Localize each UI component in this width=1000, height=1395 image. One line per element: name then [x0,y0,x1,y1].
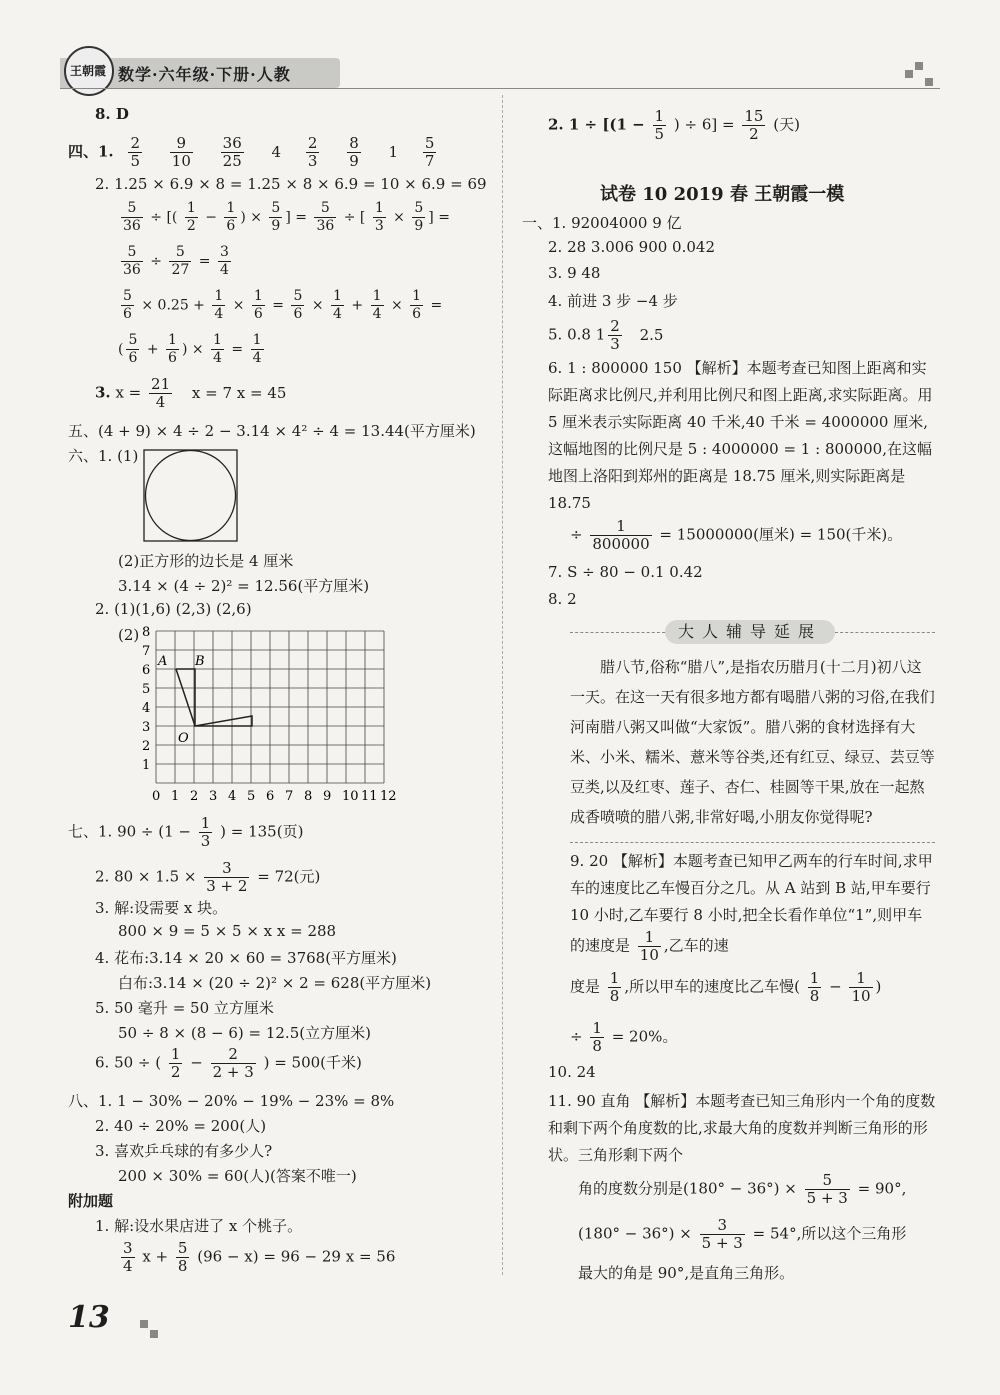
header-title: 数学·六年级·下册·人教 [118,65,291,84]
decor-square [150,1330,158,1338]
extra-1: 1. 解:设水果店进了 x 个桃子。 [95,1217,303,1235]
section-6-2: 2. (1)(1,6) (2,3) (2,6) [95,600,252,618]
q9-line2: 度是 $\frac{1}{8}$ ,所以甲车的速度比乙车慢( $\frac{1}{8}$ − $\frac{1}{10}$ ) [570,969,882,1005]
extra-title: 附加题 [68,1192,114,1210]
fraction: $\frac{2}{5}$ [130,134,140,170]
column-divider [502,95,503,1275]
x-tick-label: 5 [247,789,256,804]
section-8-1: 八、1. 1 − 30% − 20% − 19% − 23% = 8% [68,1092,395,1110]
section-7-4a: 4. 花布:3.14 × 20 × 60 = 3768(平方厘米) [95,949,397,967]
fraction: $\frac{36}{25}$ [222,134,242,170]
page-number: 13 [68,1300,110,1335]
decor-square [915,62,923,70]
x-tick-label: 8 [304,789,313,804]
q11: 11. 90 直角 【解析】本题考查已知三角形内一个角的度数和剩下两个角度数的比,求最大角的度数并判断三角形的形状。三角形剩下两个 [548,1092,936,1164]
calc-line-4: ( $\frac{5}{6}$ + $\frac{1}{6}$ ) × $\frac{1}{4}$ = $\frac{1}{4}$ [118,332,262,366]
y-tick-label: 2 [142,739,151,754]
section-4-row-1 [68,135,439,170]
extension-paragraph: 腊八节,俗称“腊八”,是指农历腊月(十二月)初八这一天。在这一天有很多地方都有喝腊八粥的习俗,在我们河南腊八粥又叫做“大家饭”。腊八粥的食材选择有大米、小米、糯米、薏米等谷类,还有红豆、绿豆、芸豆等豆类,以及红枣、莲子、杏仁、桂圆等干果,放在一起熬成香喷喷的腊八粥,非常好喝,小朋友你觉得呢? [570,658,935,826]
section-7-3b: 800 × 9 = 5 × 5 × x x = 288 [118,922,337,940]
point-label-o: O [178,731,189,746]
section-label: 四、1. [68,142,114,161]
logo-text: 王朝霞 [70,64,107,78]
q7: 7. S ÷ 80 − 0.1 0.42 [548,563,703,581]
q10: 10. 24 [548,1063,596,1081]
x-tick-label: 9 [323,789,332,804]
point-label-a: A [158,654,168,669]
q1: 一、1. 92004000 9 亿 [522,214,682,232]
section-6-1: 六、1. (1) [68,447,139,465]
section-8-3b: 200 × 30% = 60(人)(答案不唯一) [118,1167,357,1185]
section-7-4b: 白布:3.14 × (20 ÷ 2)² × 2 = 628(平方厘米) [118,974,432,992]
extension-title: 大人辅导延展 [665,620,835,644]
fraction: $\frac{8}{9}$ [349,134,359,170]
point-label-b: B [195,654,205,669]
header-rule [60,88,940,89]
section-5: 五、(4 + 9) × 4 ÷ 2 − 3.14 × 4² ÷ 4 = 13.44(平方厘米) [68,422,476,440]
q6-end: ÷ $\frac{1}{800000}$ = 15000000(厘米) = 150(千米)。 [570,517,903,553]
q2: 2. 28 3.006 900 0.042 [548,238,715,256]
section-6-1-2a: (2)正方形的边长是 4 厘米 [118,552,294,570]
section-4-3: 3. x = $\frac{21}{4}$ x = 7 x = 45 [95,375,287,411]
y-tick-label: 5 [142,682,151,697]
coordinate-grid [140,625,400,805]
section-6-1-2b: 3.14 × (4 ÷ 2)² = 12.56(平方厘米) [118,577,370,595]
section-7-6: 6. 50 ÷ ( $\frac{1}{2}$ − $\frac{2}{2 + 3}$ ) = 500(千米) [95,1045,362,1081]
calc-line-1: $\frac{5}{36}$ ÷ [( $\frac{1}{2}$ − $\frac{1}{6}$ ) × $\frac{5}{9}$ ] = $\frac{5}{36}$ ÷ [ $\frac{1}{3}$ × $\frac{5}{9}$ ] = [123,200,450,234]
x-tick-label: 0 [152,789,161,804]
q6: 6. 1 : 800000 150 【解析】本题考查已知图上距离和实际距离求比例尺,并利用比例尺和图上距离,求实际距离。用 5 厘米表示实际距离 40 千米,40 千米 = 4000000 厘米,这幅地图的比例尺是 5 : 4000000 = 1 : 800000,在这幅地图上洛阳到郑州的距离是 18.75 厘米,则实际距离是 18.75 [548,359,933,512]
x-tick-label: 11 [361,789,378,804]
right-2: 2. 1 ÷ [(1 − $\frac{1}{5}$ ) ÷ 6] = $\frac{15}{2}$ (天) [548,107,800,143]
section-7-5b: 50 ÷ 8 × (8 − 6) = 12.5(立方厘米) [118,1024,371,1042]
x-tick-label: 7 [285,789,294,804]
y-tick-label: 7 [142,644,151,659]
x-tick-label: 2 [190,789,199,804]
x-tick-label: 12 [380,789,397,804]
x-tick-label: 3 [209,789,218,804]
q5: 5. 0.8 1 $\frac{2}{3}$ 2.5 [548,317,664,353]
answer-8: 8. D [95,105,129,123]
fraction: $\frac{2}{3}$ [307,134,318,170]
section-7-5a: 5. 50 毫升 = 50 立方厘米 [95,999,274,1017]
decor-square [925,78,933,86]
calc-line-3: $\frac{5}{6}$ × 0.25 + $\frac{1}{4}$ × $\frac{1}{6}$ = $\frac{5}{6}$ × $\frac{1}{4}$ + $\frac{1}{4}$ × $\frac{1}{6}$ = [123,288,443,322]
q11-line4: 最大的角是 90°,是直角三角形。 [578,1264,795,1282]
section-7-1: 七、1. 90 ÷ (1 − $\frac{1}{3}$ ) = 135(页) [68,814,304,850]
x-tick-label: 1 [171,789,180,804]
value: 4 [271,142,282,161]
q9: 9. 20 【解析】本题考查已知甲乙两车的行车时间,求甲车的速度比乙车慢百分之几。从 A 站到 B 站,甲车要行 10 小时,乙车要行 8 小时,把全长看作单位“1”,则甲车的速度是 $\frac{1}{10}$ ,乙车的速 [570,852,933,964]
test-title: 试卷 10 2019 春 王朝霞一模 [600,184,845,205]
y-tick-label: 1 [142,758,151,773]
decor-square [140,1320,148,1328]
section-7-3a: 3. 解:设需要 x 块。 [95,899,228,917]
calc-line-2: $\frac{5}{36}$ ÷ $\frac{5}{27}$ = $\frac{3}{4}$ [123,244,229,278]
extra-1b: $\frac{3}{4}$ x + $\frac{5}{8}$ (96 − x) = 96 − 29 x = 56 [123,1239,396,1275]
q3: 3. 9 48 [548,264,601,282]
decor-square [905,70,913,78]
y-tick-label: 3 [142,720,151,735]
y-tick-label: 4 [142,701,151,716]
square-circle-figure [142,448,240,544]
fraction: $\frac{9}{10}$ [171,134,191,170]
section-6-2-2: (2) [118,626,140,644]
section-8-3a: 3. 喜欢乒乓球的有多少人? [95,1142,273,1160]
section-8-2: 2. 40 ÷ 20% = 200(人) [95,1117,267,1135]
q4: 4. 前进 3 步 −4 步 [548,292,678,310]
q11-line3: (180° − 36°) × $\frac{3}{5 + 3}$ = 54°,所以这个三角形 [578,1216,907,1252]
x-tick-label: 4 [228,789,237,804]
y-tick-label: 8 [142,625,151,640]
section-4-2: 2. 1.25 × 6.9 × 8 = 1.25 × 8 × 6.9 = 10 × 6.9 = 69 [95,175,487,193]
y-tick-label: 6 [142,663,151,678]
q9-line3: ÷ $\frac{1}{8}$ = 20%。 [570,1019,678,1055]
fraction: $\frac{5}{7}$ [424,134,435,170]
value: 1 [388,142,399,161]
q11-line2: 角的度数分别是(180° − 36°) × $\frac{5}{5 + 3}$ = 90°, [578,1171,907,1207]
x-tick-label: 10 [342,789,359,804]
x-tick-label: 6 [266,789,275,804]
section-7-2: 2. 80 × 1.5 × $\frac{3}{3 + 2}$ = 72(元) [95,859,321,895]
q8: 8. 2 [548,590,577,608]
